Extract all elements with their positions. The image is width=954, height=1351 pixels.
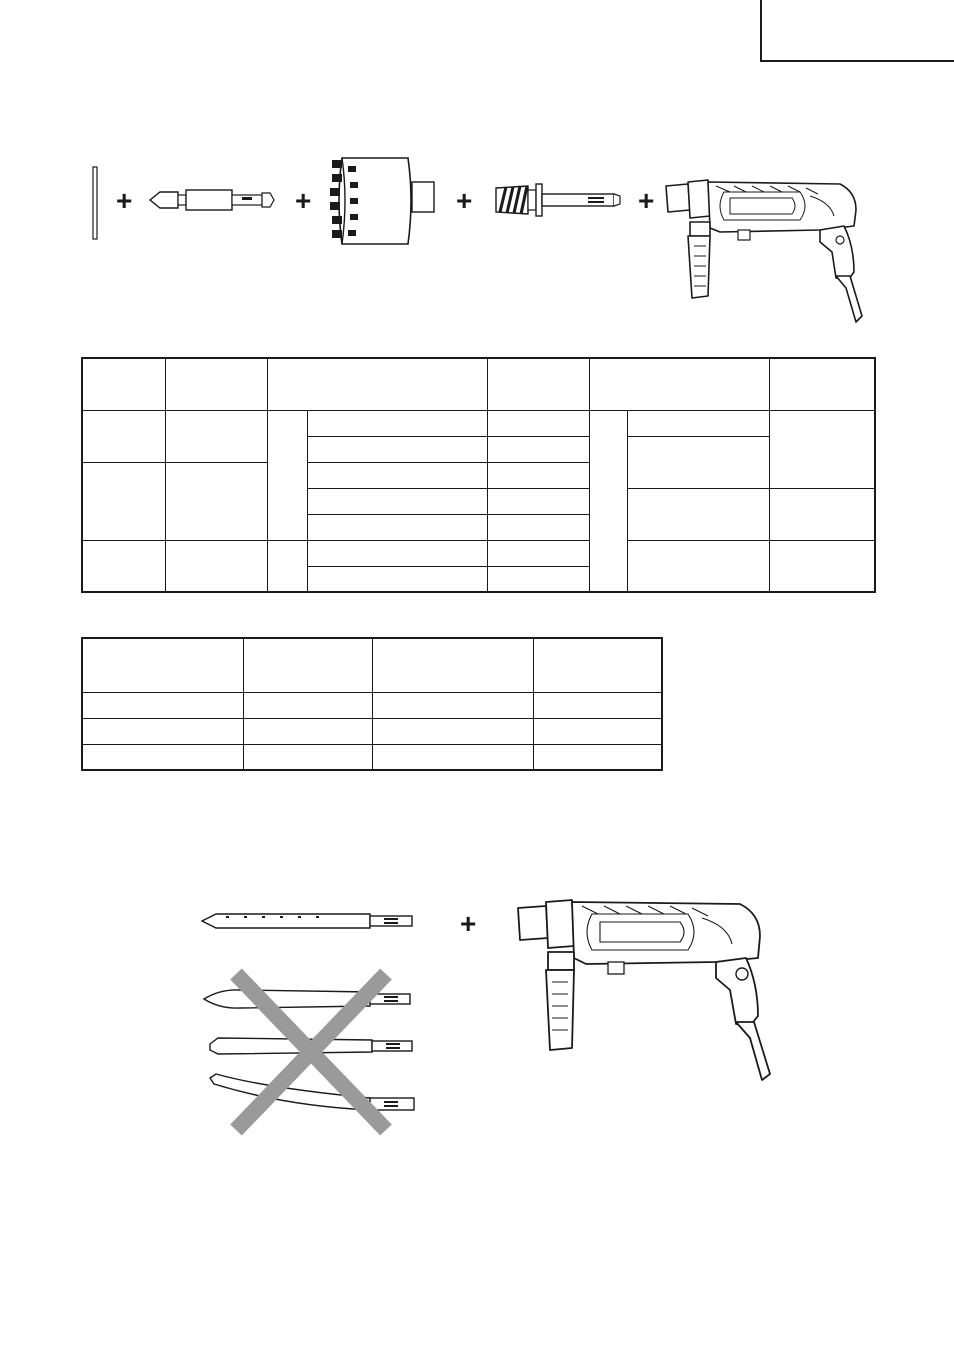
table-header-cell: [243, 638, 372, 692]
table-cell: [769, 410, 875, 488]
table-cell: [307, 462, 487, 488]
table-row: [82, 410, 875, 436]
table-cell: [487, 540, 589, 566]
table-cell: [372, 718, 533, 744]
table-cell: [243, 744, 372, 770]
page-corner-tab: [760, 0, 954, 62]
table-row: [82, 744, 662, 770]
table-cell: [243, 718, 372, 744]
table-header-cell: [82, 358, 165, 410]
table-cell: [165, 410, 267, 462]
plus-sign: +: [460, 908, 477, 939]
table-cell: [165, 540, 267, 592]
prohibited-cross-icon: [226, 968, 396, 1138]
table-cell: [82, 540, 165, 592]
table-header-cell: [589, 358, 769, 410]
table-cell: [82, 718, 243, 744]
table-header-cell: [769, 358, 875, 410]
table-cell: [165, 462, 267, 540]
plus-sign: +: [116, 185, 133, 216]
table-cell: [307, 566, 487, 592]
table-cell: [487, 462, 589, 488]
bull-point-bit-icon: [198, 908, 418, 934]
rotary-hammer-icon: [512, 892, 782, 1082]
table-cell: [627, 410, 769, 436]
table-row: [82, 692, 662, 718]
table-cell: [372, 692, 533, 718]
table-header-cell: [487, 358, 589, 410]
plus-sign: +: [295, 185, 312, 216]
table-cell: [627, 436, 769, 488]
table-cell: [769, 488, 875, 540]
table-cell: [533, 718, 662, 744]
table-cell: [82, 692, 243, 718]
table-cell: [487, 436, 589, 462]
table-header-cell: [82, 638, 243, 692]
table-cell: [307, 410, 487, 436]
table-cell: [307, 488, 487, 514]
table-cell: [487, 514, 589, 540]
center-pin-icon: [148, 186, 278, 214]
table-header-cell: [372, 638, 533, 692]
table-cell: [307, 514, 487, 540]
spec-table-main: [81, 357, 876, 593]
plus-sign: +: [638, 185, 655, 216]
table-cell: [627, 488, 769, 540]
table-cell: [372, 744, 533, 770]
thin-rod-icon: [90, 165, 102, 243]
rotary-hammer-icon: [660, 176, 872, 326]
table-row: [82, 540, 875, 566]
table-cell: [243, 692, 372, 718]
table-header-cell: [267, 358, 487, 410]
table-cell: [487, 410, 589, 436]
table-cell: [82, 744, 243, 770]
table-cell: [533, 692, 662, 718]
table-cell: [769, 540, 875, 592]
table-cell: [589, 410, 627, 592]
table-cell: [267, 540, 307, 592]
table-cell: [533, 744, 662, 770]
core-bit-icon: [328, 152, 440, 252]
table-cell: [487, 566, 589, 592]
table-row: [82, 718, 662, 744]
adapter-shank-icon: [492, 180, 624, 220]
table-header-cell: [165, 358, 267, 410]
plus-sign: +: [456, 185, 473, 216]
table-cell: [487, 488, 589, 514]
table-cell: [82, 410, 165, 462]
table-cell: [307, 540, 487, 566]
spec-table-secondary: [81, 637, 663, 771]
table-header-cell: [533, 638, 662, 692]
table-cell: [82, 462, 165, 540]
table-cell: [267, 410, 307, 540]
table-cell: [307, 436, 487, 462]
table-cell: [627, 540, 769, 592]
